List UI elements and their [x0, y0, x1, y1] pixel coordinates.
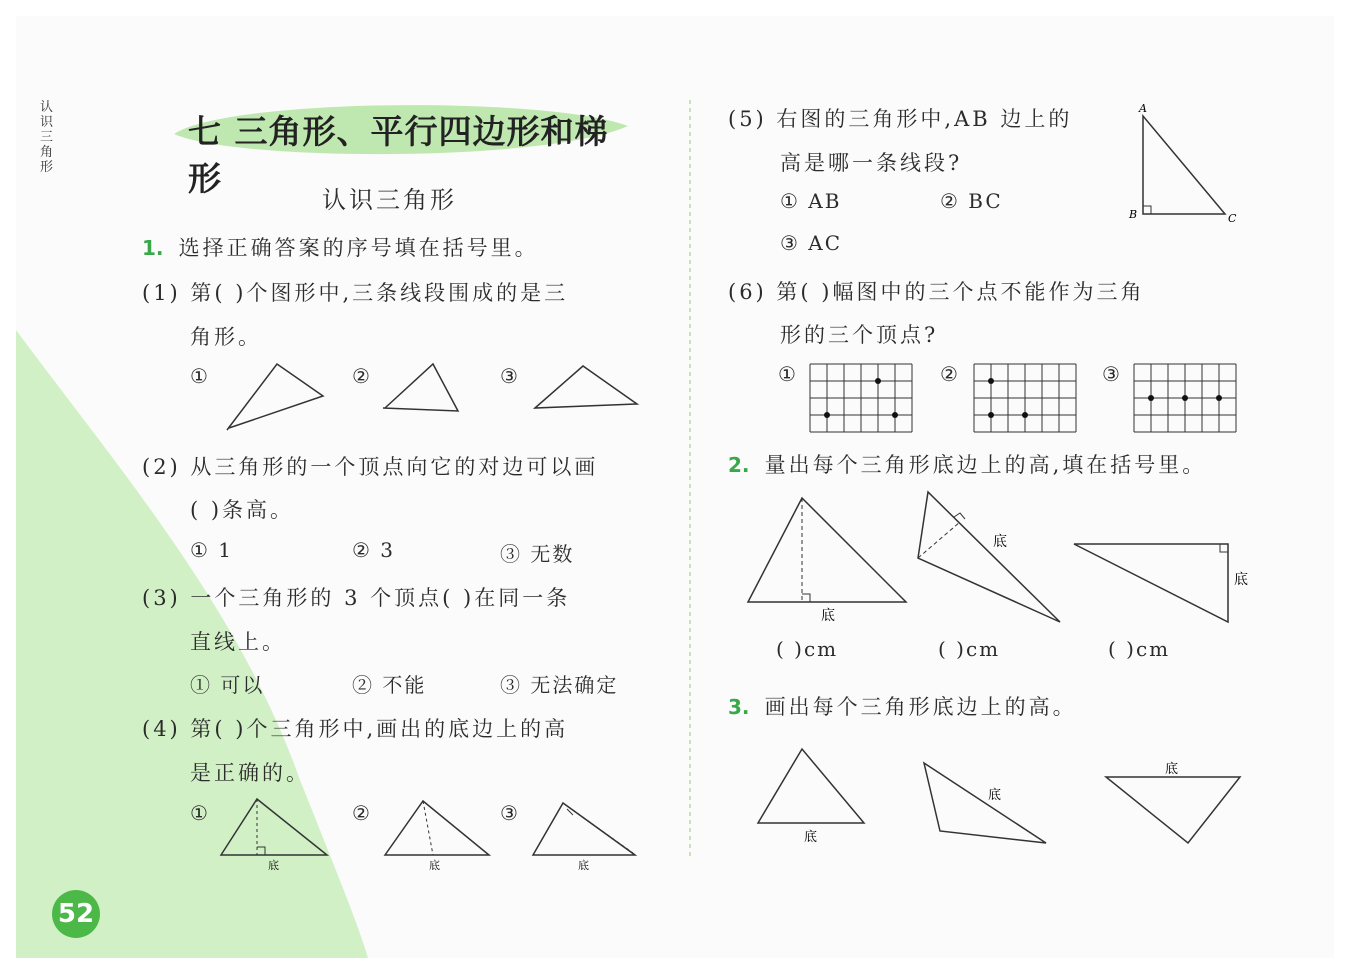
section-subtitle: 认识三角形: [322, 186, 457, 214]
draw-triangle-2: [924, 763, 1046, 843]
grid-2-dot: [1022, 412, 1028, 418]
q1-header: [142, 232, 539, 262]
dot-grid-1: [810, 364, 912, 432]
right-triangle-abc: [1143, 116, 1225, 214]
q3-number: 3.: [728, 695, 750, 719]
grid-3-dot: [1216, 395, 1222, 401]
q1-p1-line1: (1) 第( )个图形中,三条线段围成的是三: [142, 281, 569, 305]
q1-p1-option-2: ②: [352, 364, 372, 388]
measure-triangle-3: [1074, 544, 1228, 622]
q2-answer-blank-3[interactable]: ( )cm: [1108, 637, 1171, 661]
grid-1-dot: [875, 378, 881, 384]
q2-text: 量出每个三角形底边上的高,填在括号里。: [764, 453, 1207, 477]
draw-triangle-1-base-label: 底: [804, 830, 818, 845]
q2-header: [728, 449, 1206, 479]
q1-p5-option-3: ③ AC: [780, 231, 843, 255]
q1-p2-option-1: ① 1: [190, 538, 234, 562]
q1-p6-line1: (6) 第( )幅图中的三个点不能作为三角: [728, 280, 1145, 304]
q1-p4-line2: 是正确的。: [190, 761, 310, 785]
q1-p1-option-3: ③: [500, 364, 520, 388]
grid-2-dot: [988, 378, 994, 384]
q1-p3-option-3: ③ 无法确定: [500, 673, 619, 697]
q1-p3-option-1: ① 可以: [190, 673, 265, 697]
q1-p3-option-2: ② 不能: [352, 673, 427, 697]
q1-p2-line2: ( )条高。: [190, 498, 295, 522]
q3-header: [728, 691, 1077, 721]
measure-triangle-2-right-angle: [954, 513, 965, 519]
q1-p4-option-2: ②: [352, 801, 372, 825]
height-figure-3-base-label: 底: [578, 859, 589, 872]
draw-triangle-3-base-label: 底: [1165, 762, 1179, 777]
height-figure-2-base-label: 底: [429, 859, 440, 872]
q1-p3-line2: 直线上。: [190, 630, 286, 654]
grid-2-dot: [988, 412, 994, 418]
measure-triangle-1: [748, 498, 906, 602]
grid-3-dot: [1148, 395, 1154, 401]
grid-3-dot: [1182, 395, 1188, 401]
q2-figures: [740, 484, 1260, 629]
vertex-label-a: A: [1139, 102, 1147, 115]
measure-triangle-2-base-label: 底: [993, 534, 1007, 550]
draw-triangle-3: [1106, 777, 1240, 843]
height-figure-2-altitude: [423, 801, 433, 855]
measure-triangle-1-base-label: 底: [821, 608, 835, 624]
q1-p3-line1: (3) 一个三角形的 3 个顶点( )在同一条: [142, 586, 571, 610]
q1-p1-figures: [215, 358, 655, 438]
vertex-label-c: C: [1228, 212, 1237, 225]
q1-p5-option-2: ② BC: [940, 189, 1003, 213]
q1-number: 1.: [142, 236, 164, 260]
draw-triangle-2-base-label: 底: [988, 788, 1002, 803]
q2-number: 2.: [728, 453, 750, 477]
q3-text: 画出每个三角形底边上的高。: [764, 695, 1077, 719]
height-figure-3-triangle: [533, 803, 635, 855]
q3-figures: [750, 745, 1250, 855]
chapter-title-banner: [168, 96, 634, 198]
q1-p2-line1: (2) 从三角形的一个顶点向它的对边可以画: [142, 455, 599, 479]
figure-open-shape-1: [227, 364, 323, 430]
chapter-title: 七 三角形、平行四边形和梯形: [188, 112, 609, 198]
q1-p1-line2: 角形。: [190, 325, 262, 349]
vertex-label-b: B: [1129, 208, 1138, 221]
measure-triangle-1-right-angle: [802, 594, 810, 602]
height-figure-3-altitude: [563, 803, 633, 853]
q2-answer-blank-2[interactable]: ( )cm: [938, 637, 1001, 661]
q1-p6-option-1: ①: [778, 362, 798, 386]
figure-overshoot-triangle-2: [383, 364, 458, 411]
measure-triangle-2: [918, 492, 1060, 622]
figure-triangle-3: [535, 366, 637, 408]
q1-text: 选择正确答案的序号填在括号里。: [178, 236, 539, 260]
q1-p5-figure: [1125, 100, 1250, 230]
q1-p6-option-2: ②: [940, 362, 960, 386]
page-number-badge: 52: [52, 890, 100, 938]
height-figure-1-right-angle: [257, 847, 265, 855]
q1-p4-option-3: ③: [500, 801, 520, 825]
q1-p5-line1: (5) 右图的三角形中,AB 边上的: [728, 107, 1073, 131]
q1-p4-option-1: ①: [190, 801, 210, 825]
q1-p6-grids: [808, 360, 1248, 434]
right-angle-marker-b: [1143, 206, 1151, 214]
measure-triangle-3-right-angle: [1220, 544, 1228, 552]
height-figure-1-base-label: 底: [268, 859, 279, 872]
height-figure-2-triangle: [385, 801, 489, 855]
dot-grid-2: [974, 364, 1076, 432]
q1-p1-option-1: ①: [190, 364, 210, 388]
grid-1-dot: [824, 412, 830, 418]
side-tab-label: 认识三角形: [40, 100, 54, 175]
draw-triangle-1: [758, 749, 864, 823]
grid-1-dot: [892, 412, 898, 418]
q2-answer-blank-1[interactable]: ( )cm: [776, 637, 839, 661]
q1-p4-line1: (4) 第( )个三角形中,画出的底边上的高: [142, 717, 569, 741]
q1-p2-option-3: ③ 无数: [500, 542, 575, 566]
measure-triangle-3-base-label: 底: [1234, 572, 1248, 588]
q1-p6-option-3: ③: [1102, 362, 1122, 386]
height-figure-1-triangle: [221, 799, 327, 855]
dot-grid-3: [1134, 364, 1236, 432]
q1-p6-line2: 形的三个顶点?: [780, 323, 939, 347]
q1-p5-option-1: ① AB: [780, 189, 842, 213]
q1-p4-figures: [215, 795, 645, 875]
q1-p2-option-2: ② 3: [352, 538, 396, 562]
measure-triangle-2-altitude: [918, 522, 960, 558]
q1-p5-line2: 高是哪一条线段?: [780, 151, 963, 175]
